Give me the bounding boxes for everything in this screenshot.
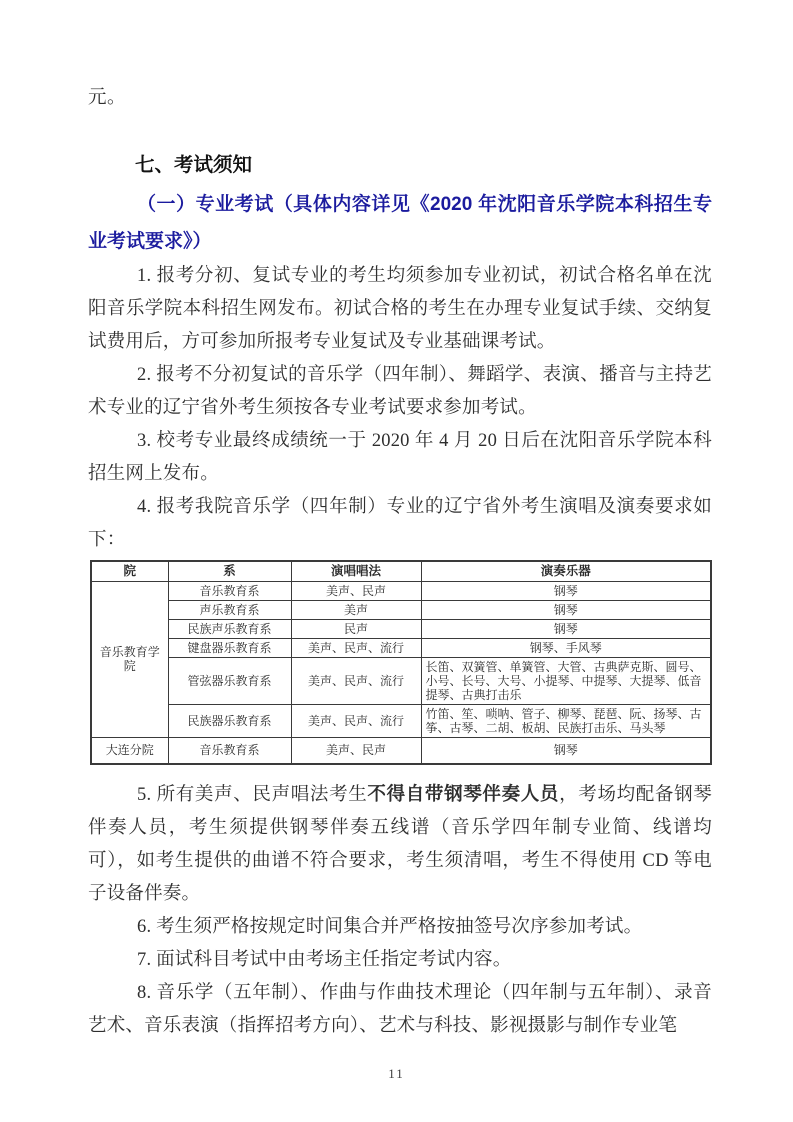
paragraph-5-suffix: ，考场均配备钢琴伴奏人员，考生须提供钢琴伴奏五线谱（音乐学四年制专业简、线谱均可），如考生提供的曲谱不符合要求，考生须清唱，考生不得使用 CD 等电子设备伴奏。 [88, 785, 712, 904]
table-row [91, 737, 711, 764]
vocal-cell: 美声、民声 [291, 581, 421, 600]
college-cell: 大连分院 [91, 737, 168, 764]
college-cell: 音乐教育学院 [91, 581, 168, 737]
paragraph-5-prefix: 5. 所有美声、民声唱法考生 [137, 785, 368, 805]
instruments-cell: 长笛、双簧管、单簧管、大管、古典萨克斯、圆号、小号、长号、大号、小提琴、中提琴、大提琴、低音提琴、古典打击乐 [421, 657, 711, 704]
vocal-cell: 民声 [291, 619, 421, 638]
instruments-cell: 钢琴 [421, 581, 711, 600]
paragraph-7: 7. 面试科目考试中由考场主任指定考试内容。 [137, 950, 512, 970]
paragraph-3: 3. 校考专业最终成绩统一于 2020 年 4 月 20 日后在沈阳音乐学院本科招生网上发布。 [88, 431, 712, 484]
vocal-cell: 美声、民声、流行 [291, 704, 421, 737]
exam-table-body [91, 581, 711, 764]
paragraph-5 [88, 779, 712, 911]
dept-cell: 民族器乐教育系 [168, 704, 291, 737]
vocal-cell: 美声、民声 [291, 737, 421, 764]
paragraph-5-bold: 不得自带钢琴伴奏人员 [367, 785, 560, 805]
table-row [91, 704, 711, 737]
dept-cell: 管弦器乐教育系 [168, 657, 291, 704]
paragraph-1: 1. 报考分初、复试专业的考生均须参加专业初试，初试合格名单在沈阳音乐学院本科招生网发布。初试合格的考生在办理专业复试手续、交纳复试费用后，方可参加所报考专业复试及专业基础课考试。 [88, 266, 712, 352]
paragraph-4: 4. 报考我院音乐学（四年制）专业的辽宁省外考生演唱及演奏要求如下： [88, 497, 712, 550]
requirements-table-wrap [90, 560, 712, 765]
leading-text: 元。 [88, 88, 127, 108]
table-row [91, 600, 711, 619]
subsection-heading: （一）专业考试（具体内容详见《2020 年沈阳音乐学院本科招生专业考试要求》） [88, 194, 712, 252]
table-header-row [91, 561, 711, 581]
dept-cell: 音乐教育系 [168, 737, 291, 764]
table-header [91, 561, 711, 581]
section-heading: 七、考试须知 [135, 154, 253, 176]
vocal-cell: 美声、民声、流行 [291, 657, 421, 704]
dept-cell: 键盘器乐教育系 [168, 638, 291, 657]
table-row [91, 657, 711, 704]
paragraph-6: 6. 考生须严格按规定时间集合并严格按抽签号次序参加考试。 [137, 917, 643, 937]
header-instruments: 演奏乐器 [421, 561, 711, 581]
table-row [91, 581, 711, 600]
dept-cell: 民族声乐教育系 [168, 619, 291, 638]
table-row [91, 638, 711, 657]
page-number: 11 [388, 1066, 405, 1081]
header-vocal-style: 演唱唱法 [291, 561, 421, 581]
table-row [91, 619, 711, 638]
paragraph-2: 2. 报考不分初复试的音乐学（四年制）、舞蹈学、表演、播音与主持艺术专业的辽宁省外考生须按各专业考试要求参加考试。 [88, 365, 712, 418]
instruments-cell: 钢琴 [421, 600, 711, 619]
header-college: 院 [91, 561, 168, 581]
paragraph-8: 8. 音乐学（五年制）、作曲与作曲技术理论（四年制与五年制）、录音艺术、音乐表演（指挥招考方向）、艺术与科技、影视摄影与制作专业笔 [88, 983, 712, 1036]
instruments-cell: 钢琴 [421, 619, 711, 638]
requirements-table [90, 560, 712, 765]
dept-cell: 声乐教育系 [168, 600, 291, 619]
header-department: 系 [168, 561, 291, 581]
dept-cell: 音乐教育系 [168, 581, 291, 600]
vocal-cell: 美声 [291, 600, 421, 619]
page-content [88, 0, 712, 1043]
instruments-cell: 竹笛、笙、唢呐、管子、柳琴、琵琶、阮、扬琴、古筝、古琴、二胡、板胡、民族打击乐、马头琴 [421, 704, 711, 737]
instruments-cell: 钢琴、手风琴 [421, 638, 711, 657]
vocal-cell: 美声、民声、流行 [291, 638, 421, 657]
instruments-cell: 钢琴 [421, 737, 711, 764]
